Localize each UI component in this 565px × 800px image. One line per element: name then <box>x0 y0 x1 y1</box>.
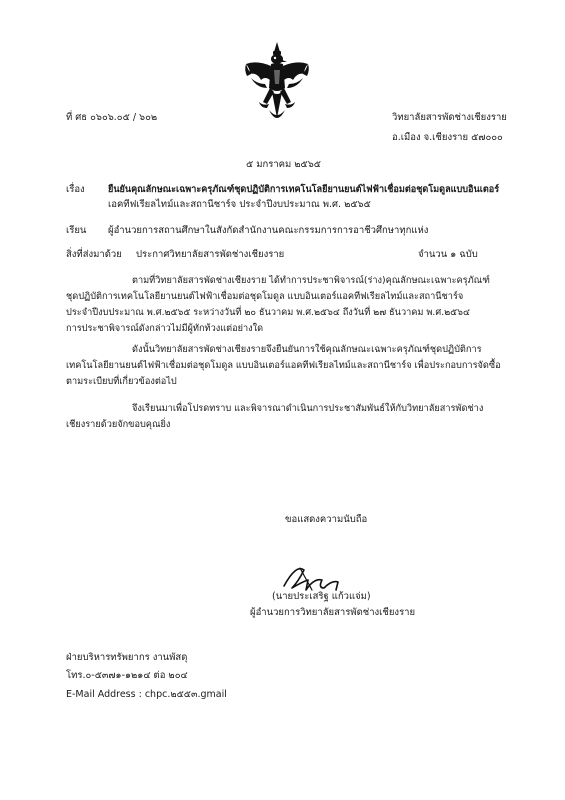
recipient-row <box>66 224 428 238</box>
attachment-count: จำนวน ๑ ฉบับ <box>418 249 478 260</box>
paragraph-1-line-1: ตามที่วิทยาลัยสารพัดช่างเชียงราย ได้ทำการประชาพิจารณ์(ร่าง)คุณลักษณะเฉพาะครุภัณฑ์ <box>132 275 490 286</box>
paragraph-2-line-2: เทคโนโลยียานยนต์ไฟฟ้าเชื่อมต่อชุดโมดูล แบบอินเตอร์แอคทีฟเรียลไทม์และสถานีชาร์จ เพื่อประกอบการจัดซื้อ <box>66 360 501 371</box>
subject-line-1: ยืนยันคุณลักษณะเฉพาะครุภัณฑ์ชุดปฏิบัติการเทคโนโลยียานยนต์ไฟฟ้าเชื่อมต่อชุดโมดูลแบบอินเตอร์ <box>108 185 500 195</box>
garuda-emblem <box>243 40 311 126</box>
attachment-value: ประกาศวิทยาลัยสารพัดช่างเชียงราย <box>136 249 285 260</box>
contact-email: E-Mail Address : chpc.๒๕๕๓.gmail <box>66 689 227 700</box>
subject-row <box>66 183 499 197</box>
recipient-label: เรียน <box>66 225 87 236</box>
reference-number: ที่ ศธ ๐๖๐๖.๐๕ / ๖๐๒ <box>66 112 158 123</box>
subject-line-2: เอคทีฟเรียลไทม์และสถานีชาร์จ ประจำปีงบประมาณ พ.ศ. ๒๕๖๕ <box>108 199 371 210</box>
organization-address: อ.เมือง จ.เชียงราย ๕๗๐๐๐ <box>392 132 503 143</box>
subject-label: เรื่อง <box>66 184 85 195</box>
paragraph-3-line-2: เชียงรายด้วยจักขอบคุณยิ่ง <box>66 419 171 430</box>
attachment-row <box>66 248 284 262</box>
paragraph-1-line-2: ชุดปฏิบัติการเทคโนโลยียานยนต์ไฟฟ้าเชื่อมต่อชุดโมดูล แบบอินเตอร์แอคทีฟเรียลไทม์และสถานีชาร์จ <box>66 291 464 302</box>
paragraph-2-line-3: ตามระเบียบที่เกี่ยวข้องต่อไป <box>66 376 177 387</box>
paragraph-1-line-4: การประชาพิจารณ์ดังกล่าวไม่มีผู้ทักท้วงแต่อย่างใด <box>66 323 264 334</box>
closing-salutation: ขอแสดงความนับถือ <box>285 514 368 525</box>
document-date: ๕ มกราคม ๒๕๖๕ <box>246 159 321 170</box>
organization-name: วิทยาลัยสารพัดช่างเชียงราย <box>392 112 507 123</box>
signature <box>278 560 358 594</box>
paragraph-1-line-3: ประจำปีงบประมาณ พ.ศ.๒๕๖๕ ระหว่างวันที่ ๒๐ ธันวาคม พ.ศ.๒๕๖๔ ถึงวันที่ ๒๗ ธันวาคม พ.ศ.๒๕๖๔ <box>66 307 470 318</box>
contact-phone: โทร.๐-๕๓๗๑-๑๒๑๔ ต่อ ๒๐๔ <box>66 670 188 681</box>
paragraph-3-line-1: จึงเรียนมาเพื่อโปรดทราบ และพิจารณาดำเนินการประชาสัมพันธ์ให้กับวิทยาลัยสารพัดช่าง <box>132 403 484 414</box>
attachment-label: สิ่งที่ส่งมาด้วย <box>66 249 122 260</box>
contact-department: ฝ่ายบริหารทรัพยากร งานพัสดุ <box>66 652 188 663</box>
recipient-value: ผู้อำนวยการสถานศึกษาในสังกัดสำนักงานคณะกรรมการการอาชีวศึกษาทุกแห่ง <box>108 225 429 236</box>
signer-name: (นายประเสริฐ แก้วแจ่ม) <box>272 591 371 602</box>
paragraph-2-line-1: ดังนั้นวิทยาลัยสารพัดช่างเชียงรายจึงยืนยันการใช้คุณลักษณะเฉพาะครุภัณฑ์ชุดปฏิบัติการ <box>132 344 482 355</box>
signer-title: ผู้อำนวยการวิทยาลัยสารพัดช่างเชียงราย <box>250 607 416 618</box>
